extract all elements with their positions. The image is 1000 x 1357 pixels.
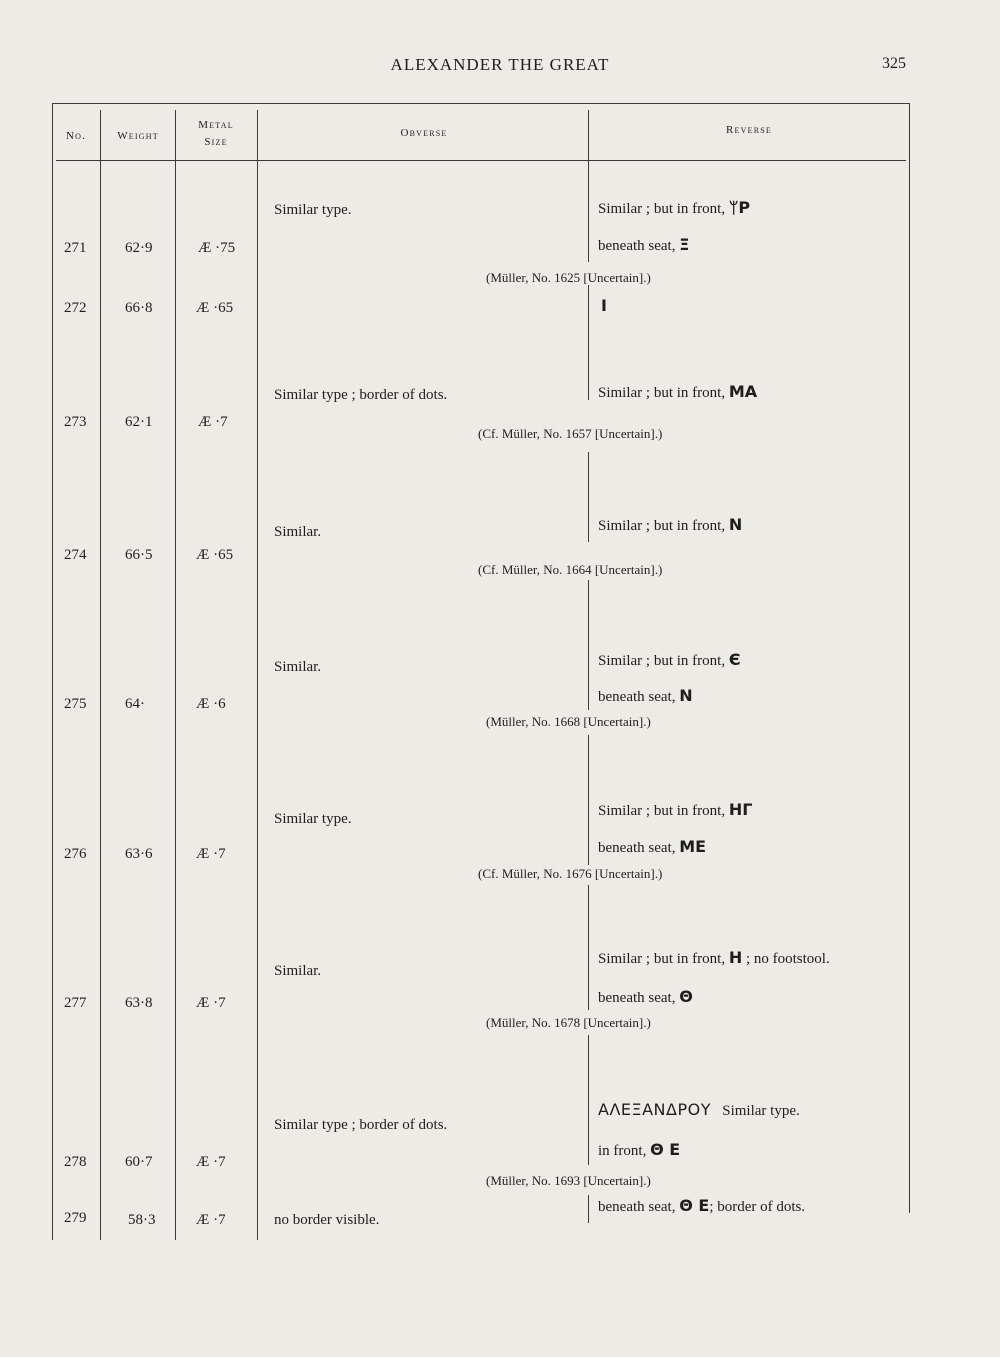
row-279-obverse: no border visible. — [274, 1212, 380, 1228]
row-277-obverse: Similar. — [274, 963, 322, 979]
row-272-metal: Æ ·65 — [196, 300, 234, 316]
row-273-metal: Æ ·7 — [198, 414, 228, 430]
header-bottom-rule — [56, 160, 906, 161]
col-rule-1 — [100, 110, 101, 1240]
table-right-rule — [909, 103, 910, 1213]
row-271-reverse-seat — [598, 235, 689, 255]
row-277-weight: 63·8 — [125, 995, 153, 1011]
row-279-reverse-tail: ; border of dots. — [709, 1199, 806, 1215]
header-reverse: Reverse — [726, 124, 772, 136]
row-278-legend-tail: Similar type. — [722, 1103, 800, 1119]
row-272-weight: 66·8 — [125, 300, 153, 316]
row-278-citation: (Müller, No. 1693 [Uncertain].) — [486, 1173, 651, 1188]
row-273-citation: (Cf. Müller, No. 1657 [Uncertain].) — [478, 426, 663, 441]
rev-rule-d — [588, 580, 589, 710]
header-metal: Metal — [198, 119, 234, 131]
row-275-obverse: Similar. — [274, 659, 322, 675]
rev-rule-b — [588, 285, 589, 400]
row-275-reverse-front-text: Similar ; but in front, — [598, 653, 726, 669]
row-273-reverse-front — [598, 382, 757, 402]
row-276-monogram: HΓ — [728, 800, 753, 819]
row-271-weight: 62·9 — [125, 240, 153, 256]
row-271-citation: (Müller, No. 1625 [Uncertain].) — [486, 270, 651, 285]
row-278-reverse-front — [598, 1140, 680, 1160]
row-276-metal: Æ ·7 — [196, 846, 226, 862]
table-top-rule — [52, 103, 910, 104]
row-276-reverse-seat — [598, 837, 706, 857]
row-275-reverse-seat-text: beneath seat, — [598, 689, 676, 705]
row-274-reverse-front-text: Similar ; but in front, — [598, 518, 726, 534]
row-277-reverse-seat-text: beneath seat, — [598, 990, 676, 1006]
row-271-monogram: ᛘP — [728, 198, 751, 217]
header-obverse: Obverse — [400, 127, 448, 139]
row-277-reverse-seat — [598, 987, 693, 1007]
row-275-metal: Æ ·6 — [196, 696, 226, 712]
row-276-no: 276 — [64, 846, 87, 862]
row-277-citation: (Müller, No. 1678 [Uncertain].) — [486, 1015, 651, 1030]
row-278-monogram: Θ Ε — [650, 1140, 681, 1159]
row-276-citation: (Cf. Müller, No. 1676 [Uncertain].) — [478, 866, 663, 881]
row-277-no: 277 — [64, 995, 87, 1011]
row-272-monogram: I — [601, 296, 607, 315]
row-274-obverse: Similar. — [274, 524, 322, 540]
row-279-seat-monogram: Θ Ε — [679, 1196, 710, 1215]
row-275-citation: (Müller, No. 1668 [Uncertain].) — [486, 714, 651, 729]
row-271-reverse-front — [598, 198, 750, 218]
table-left-rule — [52, 103, 53, 1240]
row-273-monogram: ΜΑ — [728, 382, 758, 401]
row-271-metal: Æ ·75 — [198, 240, 236, 256]
row-273-no: 273 — [64, 414, 87, 430]
row-276-seat-monogram: ΜΕ — [679, 837, 707, 856]
row-276-weight: 63·6 — [125, 846, 153, 862]
row-278-reverse-front-text: in front, — [598, 1143, 647, 1159]
row-275-reverse-seat — [598, 686, 693, 706]
row-273-reverse-front-text: Similar ; but in front, — [598, 385, 726, 401]
row-274-no: 274 — [64, 547, 87, 563]
col-rule-2 — [175, 110, 176, 1240]
col-rule-3 — [257, 110, 258, 1240]
header-size: Size — [204, 136, 228, 148]
rev-rule-g — [588, 1035, 589, 1165]
page-number: 325 — [882, 55, 906, 72]
row-274-reverse-front — [598, 515, 742, 535]
row-276-obverse: Similar type. — [274, 811, 352, 827]
rev-rule-e — [588, 735, 589, 865]
row-277-reverse-front-tail: ; no footstool. — [745, 951, 830, 967]
row-271-obverse: Similar type. — [274, 202, 352, 218]
row-279-weight: 58·3 — [128, 1212, 156, 1228]
rev-rule-f — [588, 885, 589, 1010]
row-272-no: 272 — [64, 300, 87, 316]
row-279-no: 279 — [64, 1210, 87, 1226]
row-277-reverse-front — [598, 948, 830, 968]
row-276-reverse-seat-text: beneath seat, — [598, 840, 676, 856]
row-278-metal: Æ ·7 — [196, 1154, 226, 1170]
running-head: ALEXANDER THE GREAT — [390, 55, 610, 74]
row-277-seat-monogram: Θ — [679, 987, 693, 1006]
row-279-metal: Æ ·7 — [196, 1212, 226, 1228]
row-277-metal: Æ ·7 — [196, 995, 226, 1011]
row-276-reverse-front-text: Similar ; but in front, — [598, 803, 726, 819]
row-275-weight: 64· — [125, 696, 145, 712]
row-274-citation: (Cf. Müller, No. 1664 [Uncertain].) — [478, 562, 663, 577]
row-279-reverse-seat-text: beneath seat, — [598, 1199, 676, 1215]
header-weight: Weight — [117, 130, 159, 142]
row-271-no: 271 — [64, 240, 87, 256]
header-no: No. — [65, 130, 87, 142]
row-278-weight: 60·7 — [125, 1154, 153, 1170]
row-275-monogram: Є — [728, 650, 741, 669]
row-271-reverse-front-text: Similar ; but in front, — [598, 201, 726, 217]
row-277-reverse-front-text: Similar ; but in front, — [598, 951, 726, 967]
row-276-reverse-front — [598, 800, 752, 820]
row-273-obverse: Similar type ; border of dots. — [274, 387, 448, 403]
row-275-seat-monogram: N — [679, 686, 693, 705]
row-274-metal: Æ ·65 — [196, 547, 234, 563]
row-279-reverse-seat — [598, 1196, 805, 1216]
row-275-no: 275 — [64, 696, 87, 712]
row-273-weight: 62·1 — [125, 414, 153, 430]
row-274-weight: 66·5 — [125, 547, 153, 563]
row-275-reverse-front — [598, 650, 741, 670]
row-271-reverse-seat-text: beneath seat, — [598, 238, 676, 254]
row-278-greek-legend: ΑΛΕΞΑΝΔΡΟΥ — [598, 1100, 711, 1119]
row-274-monogram: N — [728, 515, 743, 534]
row-278-obverse: Similar type ; border of dots. — [274, 1117, 448, 1133]
row-278-reverse-legend — [598, 1100, 800, 1120]
row-271-seat-monogram: Ξ — [679, 235, 690, 254]
row-277-monogram: H — [728, 948, 743, 967]
rev-rule-h — [588, 1195, 589, 1223]
rev-rule-c — [588, 452, 589, 542]
row-278-no: 278 — [64, 1154, 87, 1170]
